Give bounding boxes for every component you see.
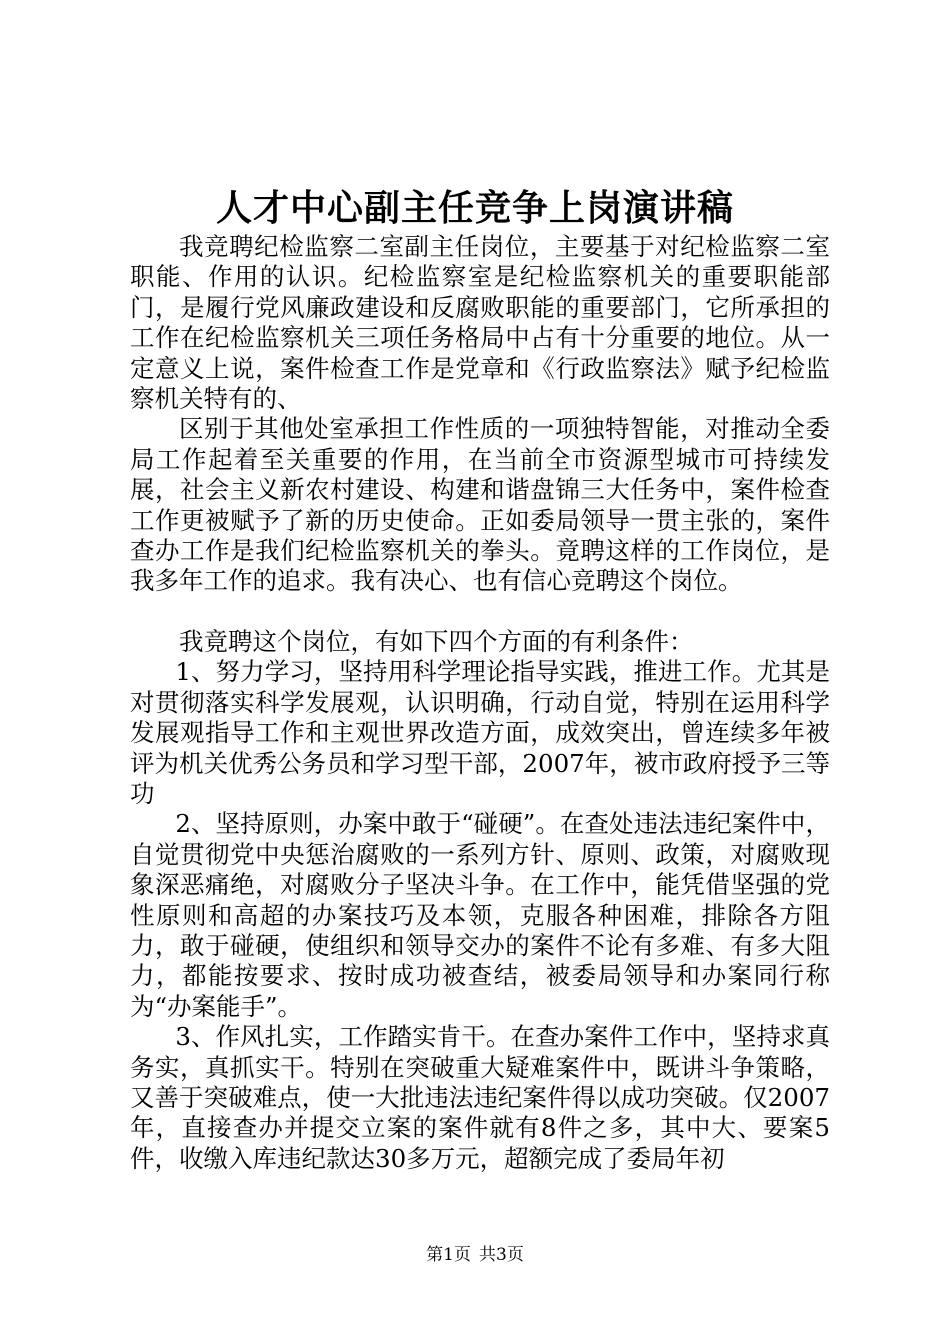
paragraph-2: 区别于其他处室承担工作性质的一项独特智能，对推动全委局工作起着至关重要的作用，在当前全市资源型城市可持续发展，社会主义新农村建设、构建和谐盘锦三大任务中，案件检查工作更被赋予了新的历史使命。正如委局领导一贯主张的，案件查办工作是我们纪检监察机关的拳头。竟聘这样的工作岗位，是我多年工作的追求。我有决心、也有信心竞聘这个岗位。 (130, 414, 830, 596)
list-item-1: 1、努力学习，坚持用科学理论指导实践，推进工作。尤其是对贯彻落实科学发展观，认识明确，行动自觉，特别在运用科学发展观指导工作和主观世界改造方面，成效突出，曾连续多年被评为机关优秀公务员和学习型干部，2007年，被市政府授予三等功 (130, 657, 830, 808)
document-body (130, 232, 830, 1174)
paragraph-3: 我竟聘这个岗位，有如下四个方面的有利条件： (179, 626, 694, 656)
document-title: 人才中心副主任竞争上岗演讲稿 (215, 187, 734, 229)
list-item-3: 3、作风扎实，工作踏实肯干。在查办案件工作中，坚持求真务实，真抓实干。特别在突破重大疑难案件中，既讲斗争策略，又善于突破难点，使一大批违法违纪案件得以成功突破。仅2007年，直接查办并提交立案的案件就有8件之多，其中大、要案5件，收缴入库违纪款达30多万元，超额完成了委局年初 (130, 1022, 830, 1173)
paragraph-1: 我竞聘纪检监察二室副主任岗位，主要基于对纪检监察二室职能、作用的认识。纪检监察室是纪检监察机关的重要职能部门，是履行党风廉政建设和反腐败职能的重要部门，它所承担的工作在纪检监察机关三项任务格局中占有十分重要的地位。从一定意义上说，案件检查工作是党章和《行政监察法》赋予纪检监察机关特有的、 (130, 232, 830, 414)
page-total: 共3页 (479, 1245, 524, 1265)
page-number: 第1页 (426, 1245, 471, 1265)
list-item-2: 2、坚持原则，办案中敢于“碰硬”。在查处违法违纪案件中，自觉贯彻党中央惩治腐败的一系列方针、原则、政策，对腐败现象深恶痛绝，对腐败分子坚决斗争。在工作中，能凭借坚强的党性原则和高超的办案技巧及本领，克服各种困难，排除各方阻力，敢于碰硬，使组织和领导交办的案件不论有多难、有多大阻力，都能按要求、按时成功被查结，被委局领导和办案同行称为“办案能手”。 (130, 809, 830, 1021)
page-footer (0, 1244, 950, 1266)
